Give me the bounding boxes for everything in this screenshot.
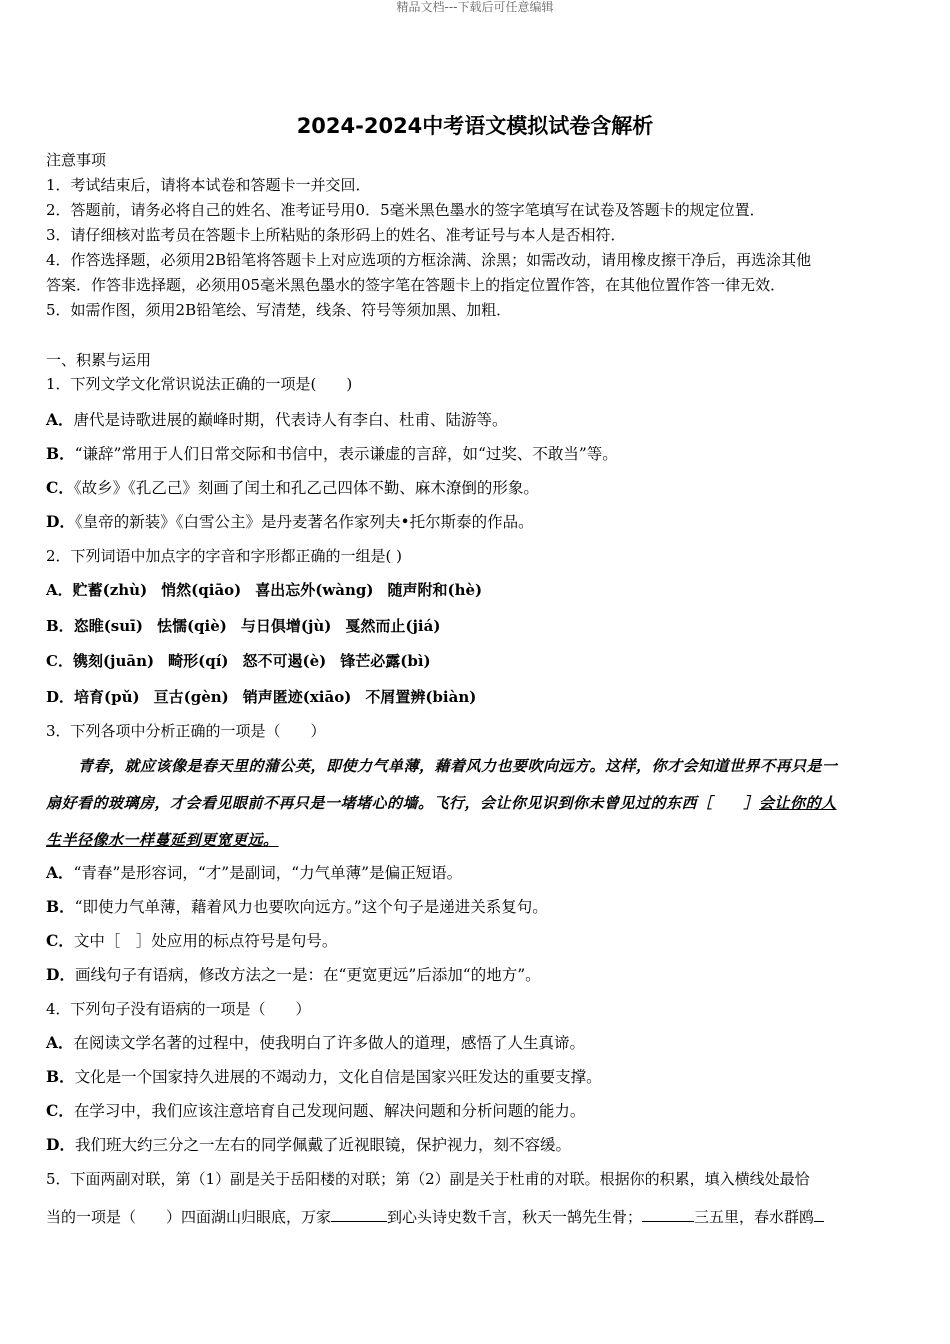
- q3-option-d: D．画线句子有语病，修改方法之一是：在“更宽更远”后添加“的地方”。: [46, 965, 541, 984]
- notice-item-2: 2．答题前，请务必将自己的姓名、准考证号用0．5毫米黑色墨水的签字笔填写在试卷及答题卡的规定位置．: [46, 201, 765, 219]
- q3-option-a: A．“青春”是形容词，“才”是副词，“力气单薄”是偏正短语。: [46, 863, 463, 882]
- document-title: 2024-2024中考语文模拟试卷含解析: [296, 114, 654, 138]
- notice-item-1: 1．考试结束后，请将本试卷和答题卡一并交回．: [46, 176, 371, 194]
- q5-stem-line-1: 5．下面两副对联，第（1）副是关于岳阳楼的对联；第（2）副是关于杜甫的对联。根据你的积累，填入横线处最恰: [46, 1170, 810, 1188]
- q4-option-a: A．在阅读文学名著的过程中，使我明白了许多做人的道理，感悟了人生真谛。: [46, 1033, 586, 1052]
- notice-item-4: 4．作答选择题，必须用2B铅笔将答题卡上对应选项的方框涂满、涂黑；如需改动，请用橡皮擦干净后，再选涂其他: [46, 251, 812, 269]
- q1-option-b: B．“谦辞”常用于人们日常交际和书信中，表示谦虚的言辞，如“过奖、不敢当”等。: [46, 444, 618, 463]
- q2-stem: 2．下列词语中加点字的字音和字形都正确的一组是( ): [46, 547, 403, 565]
- q4-stem: 4．下列句子没有语病的一项是（ ）: [46, 1000, 311, 1018]
- q1-stem: 1．下列文学文化常识说法正确的一项是( ): [46, 375, 353, 393]
- q2-option-d: D．培育(pǔ) 亘古(gèn) 销声匿迹(xiāo) 不屑置辨(biàn): [46, 688, 477, 706]
- q4-option-b: B．文化是一个国家持久进展的不竭动力，文化自信是国家兴旺发达的重要支撑。: [46, 1067, 602, 1086]
- q3-option-b: B．“即使力气单薄，藉着风力也要吹向远方。”这个句子是递进关系复句。: [46, 897, 548, 916]
- notice-heading: 注意事项: [46, 151, 107, 169]
- page-header-note: 精品文档---下载后可任意编辑: [396, 0, 554, 14]
- q3-option-c: C．文中［ ］处应用的标点符号是句号。: [46, 931, 338, 950]
- q3-underlined-sentence: 会让你的人: [759, 794, 837, 812]
- q3-passage-line-2: 扇好看的玻璃房，才会看见眼前不再只是一堵堵心的墙。飞行，会让你见识到你未曾见过的东西［ ］会让你的人: [46, 794, 837, 812]
- q3-passage-line-1: 青春，就应该像是春天里的蒲公英，即使力气单薄，藉着风力也要吹向远方。这样，你才会知道世界不再只是一: [78, 757, 838, 775]
- notice-item-4-cont: 答案．作答非选择题，必须用05毫米黑色墨水的签字笔在答题卡上的指定位置作答，在其他位置作答一律无效．: [46, 276, 786, 294]
- q1-option-a: A．唐代是诗歌进展的巅峰时期，代表诗人有李白、杜甫、陆游等。: [46, 410, 508, 429]
- q1-option-d: D．《皇帝的新装》《白雪公主》是丹麦著名作家列夫•托尔斯泰的作品。: [46, 512, 534, 531]
- q5-blank-2: [642, 1207, 694, 1222]
- q2-option-c: C．镌刻(juān) 畸形(qí) 怒不可遏(è) 锋芒必露(bì): [46, 652, 431, 670]
- notice-item-5: 5．如需作图，须用2B铅笔绘、写清楚，线条、符号等须加黑、加粗．: [46, 301, 512, 319]
- q5-blank-1: [331, 1207, 387, 1222]
- q4-option-c: C．在学习中，我们应该注意培育自己发现问题、解决问题和分析问题的能力。: [46, 1101, 586, 1120]
- notice-item-3: 3．请仔细核对监考员在答题卡上所粘贴的条形码上的姓名、准考证号与本人是否相符．: [46, 226, 626, 244]
- q5-stem-line-2: 当的一项是（ ）四面湖山归眼底，万家 到心头诗史数千言，秋天一鹄先生骨； 三五里，春水群鸥: [46, 1206, 824, 1228]
- q4-option-d: D．我们班大约三分之一左右的同学佩戴了近视眼镜，保护视力，刻不容缓。: [46, 1135, 571, 1154]
- section-heading: 一、积累与运用: [46, 351, 152, 369]
- q5-blank-3: [814, 1207, 824, 1222]
- q3-stem: 3．下列各项中分析正确的一项是（ ）: [46, 722, 326, 740]
- q2-option-b: B．恣睢(suī) 怯懦(qiè) 与日俱增(jù) 戛然而止(jiá): [46, 617, 441, 635]
- q3-passage-line-3: 生半径像水一样蔓延到更宽更远。: [46, 831, 279, 849]
- q1-option-c: C．《故乡》《孔乙己》刻画了闰土和孔乙己四体不勤、麻木潦倒的形象。: [46, 478, 539, 497]
- q2-option-a: A．贮蓄(zhù) 悄然(qiāo) 喜出忘外(wàng) 随声附和(hè): [46, 581, 483, 599]
